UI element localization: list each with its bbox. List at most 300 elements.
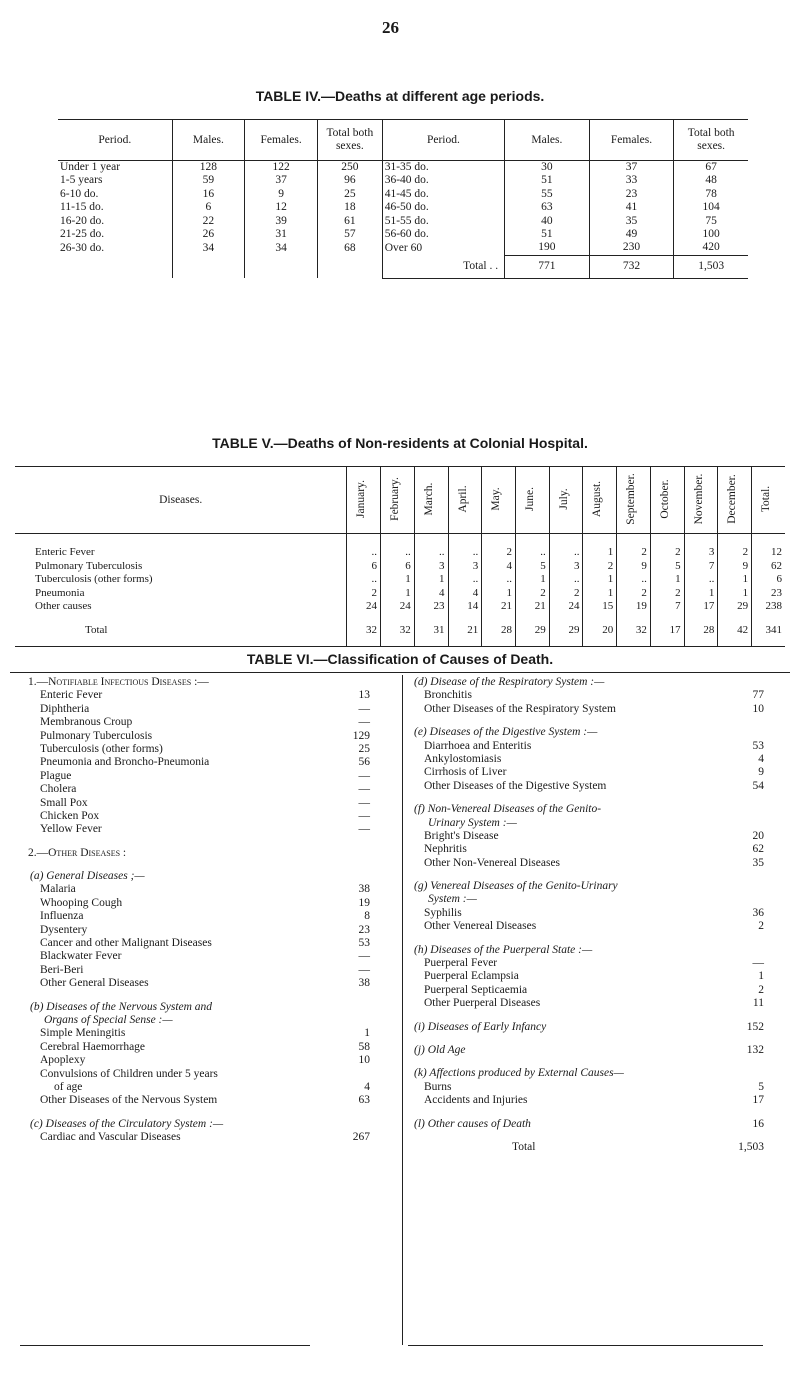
table5-cell: 1: [381, 587, 415, 601]
cause-label: Cerebral Haemorrhage: [40, 1040, 146, 1053]
table5-empty-cell: [15, 534, 347, 547]
table5-header: [549, 467, 583, 534]
table5-header: [617, 467, 651, 534]
table5-cell: 24: [381, 600, 415, 614]
table5-empty-cell: [515, 638, 549, 647]
table5-total-cell: 28: [482, 624, 516, 638]
table5-empty-cell: [414, 614, 448, 624]
cause-label: System :—: [428, 893, 477, 906]
table5-cell: ..: [515, 546, 549, 560]
table5-cell: 1: [583, 546, 617, 560]
list-item: [28, 823, 370, 836]
table-row: [58, 201, 748, 214]
page-number: 26: [382, 18, 399, 37]
table4-header: Females.: [245, 120, 318, 161]
cause-label: Pneumonia and Broncho-Pneumonia: [40, 756, 210, 769]
table5-cell: 2: [650, 546, 684, 560]
table4-body: [58, 161, 748, 279]
table4-cell: 250: [318, 161, 383, 175]
cause-count: 5: [758, 1080, 764, 1093]
cause-count: 25: [358, 742, 370, 755]
list-item: [28, 730, 370, 743]
table5-cell: ..: [684, 573, 718, 587]
cause-label: (j) Old Age: [414, 1043, 466, 1056]
list-item: [28, 810, 370, 823]
table4-header: Period.: [382, 120, 504, 161]
table4-empty-cell: [58, 255, 172, 278]
table5-empty-cell: [482, 638, 516, 647]
table5-cell: 9: [718, 560, 752, 574]
table4-cell: 31: [245, 228, 318, 241]
table5-cell: ..: [549, 573, 583, 587]
table4-empty-cell: [172, 255, 245, 278]
list-item: [28, 1027, 370, 1040]
table5-cell: 6: [381, 560, 415, 574]
table5-cell: 29: [718, 600, 752, 614]
cause-count: 129: [352, 729, 370, 742]
cause-count: 152: [746, 1020, 764, 1033]
cause-count: 16: [752, 1117, 764, 1130]
table4-cell: 39: [245, 215, 318, 228]
list-item: [28, 937, 370, 950]
table6-divider: [402, 675, 403, 1345]
table5-header-row: [15, 467, 785, 534]
table5-empty-cell: [684, 638, 718, 647]
cause-label: Chicken Pox: [40, 809, 100, 822]
table5-empty-cell: [650, 534, 684, 547]
cause-label: Ankylostomiasis: [424, 752, 502, 765]
table4-cell: 16-20 do.: [60, 214, 105, 227]
table5-cell: 1: [515, 573, 549, 587]
cause-label: of age: [54, 1080, 83, 1093]
cause-count: 9: [758, 766, 764, 779]
table5-empty-cell: [650, 638, 684, 647]
cause-label: Burns: [424, 1080, 452, 1093]
table5-cell: 17: [684, 600, 718, 614]
list-item: [412, 830, 764, 843]
table5-empty-cell: [617, 638, 651, 647]
cause-count: 4: [758, 752, 764, 765]
table5-month-label: June.: [523, 487, 536, 511]
table4-cell: 30: [505, 161, 590, 175]
table5-empty-cell: [414, 534, 448, 547]
cause-label: Dysentery: [40, 923, 88, 936]
table4-cell: 37: [245, 174, 318, 187]
table5-month-label: Total.: [760, 485, 773, 513]
list-item: [28, 837, 370, 847]
list-item: [28, 897, 370, 910]
table5-month-label: July.: [557, 488, 570, 510]
list-item: [28, 1041, 370, 1054]
list-item: [28, 1081, 370, 1094]
table4-cell: 78: [674, 188, 748, 201]
table5-header: [752, 467, 785, 534]
cause-count: 53: [752, 739, 764, 752]
cause-count: —: [358, 950, 370, 963]
table4-total-cell: 1,503: [674, 255, 748, 278]
list-item: [412, 944, 764, 957]
table4-header: Period.: [58, 120, 172, 161]
table5-title: TABLE V.—Deaths of Non-residents at Colonial Hospital.: [212, 435, 588, 451]
cause-count: 20: [752, 829, 764, 842]
list-item: [412, 726, 764, 739]
cause-count: 10: [358, 1054, 370, 1067]
table5-total-cell: 29: [515, 624, 549, 638]
table5-cell: 4: [482, 560, 516, 574]
table4-cell: 25: [318, 188, 383, 201]
table5-cell: 3: [414, 560, 448, 574]
list-item: [412, 907, 764, 920]
table4-cell: 59: [172, 174, 245, 187]
table5-header: [684, 467, 718, 534]
list-item: [412, 689, 764, 702]
table4-cell: 67: [674, 161, 748, 175]
table6-title: TABLE VI.—Classification of Causes of Death.: [246, 651, 554, 667]
table5-empty-cell: [583, 614, 617, 624]
table4-cell: 21-25 do.: [60, 228, 105, 241]
table5-empty-cell: [347, 614, 381, 624]
table5-cell: ..: [381, 546, 415, 560]
table5-empty-cell: [482, 614, 516, 624]
table4-cell: 11-15 do.: [60, 201, 104, 214]
table4-cell: 230: [589, 241, 674, 255]
table4-cell: Over 60: [382, 241, 504, 255]
cause-label: Plague: [40, 769, 72, 782]
table5-empty-cell: [583, 638, 617, 647]
table5-header: [381, 467, 415, 534]
table5-cell: 1: [482, 587, 516, 601]
cause-count: 13: [358, 689, 370, 702]
cause-label: Small Pox: [40, 796, 88, 809]
table5-cell: 2: [549, 587, 583, 601]
cause-label: Diarrhoea and Enteritis: [424, 739, 532, 752]
table5-header: Diseases.: [15, 467, 347, 534]
table5-empty-cell: [381, 534, 415, 547]
cause-label: Puerperal Septicaemia: [424, 983, 528, 996]
table-row: [15, 587, 785, 601]
cause-label: Other Diseases of the Nervous System: [40, 1094, 218, 1107]
list-item: [412, 970, 764, 983]
table5-cell: 5: [515, 560, 549, 574]
cause-label: 2.—Other Diseases :: [28, 846, 127, 859]
table5-empty-cell: [15, 614, 347, 624]
table4-cell: 51: [505, 174, 590, 187]
table-row: [58, 241, 748, 255]
table5-cell: 21: [482, 600, 516, 614]
cause-label: (g) Venereal Diseases of the Genito-Urinary: [414, 880, 618, 893]
table5-cell: 7: [650, 600, 684, 614]
cause-count: 2: [758, 920, 764, 933]
list-item: [412, 1081, 764, 1094]
table4-total-row: [58, 255, 748, 278]
table4-cell: 9: [245, 188, 318, 201]
table4-cell: 36-40 do.: [382, 174, 504, 187]
list-item: [412, 766, 764, 779]
table5-empty-cell: [752, 614, 785, 624]
table5-empty-cell: [381, 638, 415, 647]
cause-label: Tuberculosis (other forms): [40, 742, 163, 755]
table4-total-cell: 771: [505, 255, 590, 278]
table4: [58, 119, 748, 279]
list-item: [28, 977, 370, 990]
table4-cell: 63: [505, 201, 590, 214]
list-item: [412, 1011, 764, 1021]
table4-cell: 128: [172, 161, 245, 175]
cause-count: —: [358, 809, 370, 822]
cause-count: 77: [752, 689, 764, 702]
list-item: [412, 740, 764, 753]
table5-month-label: February.: [389, 477, 402, 521]
table-row: [15, 560, 785, 574]
table5-empty-cell: [381, 614, 415, 624]
table5-cell: 2: [583, 560, 617, 574]
table5-cell: 2: [482, 546, 516, 560]
list-item: [412, 920, 764, 933]
list-item: [412, 997, 764, 1010]
list-item: [412, 1044, 764, 1057]
table5-month-label: November.: [692, 473, 705, 525]
cause-count: 17: [752, 1094, 764, 1107]
table5-month-label: December.: [726, 474, 739, 524]
table5-header: [650, 467, 684, 534]
cause-count: —: [358, 716, 370, 729]
table-row: [15, 573, 785, 587]
table5-cell: 2: [718, 546, 752, 560]
cause-label: Other Diseases of the Respiratory System: [424, 702, 616, 715]
cause-label: Cholera: [40, 783, 77, 796]
table5-cell: 6: [752, 573, 785, 587]
table5-empty-cell: [752, 534, 785, 547]
table5-cell: 1: [718, 587, 752, 601]
list-item: [28, 716, 370, 729]
list-item: [412, 1094, 764, 1107]
table4-cell: 34: [245, 241, 318, 255]
cause-count: —: [358, 783, 370, 796]
list-item: [412, 1118, 764, 1131]
cause-count: 23: [358, 923, 370, 936]
list-item: [28, 1054, 370, 1067]
cause-count: 62: [752, 843, 764, 856]
table4-cell: 49: [589, 228, 674, 241]
table4-header: Males.: [505, 120, 590, 161]
table4-cell: 56-60 do.: [382, 228, 504, 241]
cause-label: Apoplexy: [40, 1054, 86, 1067]
table5-cell: 1: [414, 573, 448, 587]
table6-bottom-rule-right: [408, 1345, 763, 1346]
table5-total-row: [15, 624, 785, 638]
cause-label: 1.—Notifiable Infectious Diseases :—: [28, 676, 209, 688]
list-item: [28, 756, 370, 769]
table5-cell: ..: [482, 573, 516, 587]
list-item: [412, 1021, 764, 1034]
table4-cell: 96: [318, 174, 383, 187]
cause-label: Enteric Fever: [40, 689, 103, 702]
table5-empty-cell: [650, 614, 684, 624]
table5-cell: 2: [347, 587, 381, 601]
table5-cell: 2: [617, 546, 651, 560]
table-row: [58, 215, 748, 228]
table4-total-cell: Total . .: [382, 255, 504, 278]
list-item: [412, 1057, 764, 1067]
cause-label: Malaria: [40, 883, 76, 896]
cause-label: (h) Diseases of the Puerperal State :—: [414, 943, 593, 956]
table5-header: [583, 467, 617, 534]
list-item: [412, 957, 764, 970]
table-row: [15, 600, 785, 614]
cause-label: (c) Diseases of the Circulatory System :—: [30, 1117, 224, 1130]
list-item: [28, 703, 370, 716]
list-item: [28, 1068, 370, 1081]
table-row: [58, 174, 748, 187]
table5-cell: 23: [752, 587, 785, 601]
table5-total-label: Total: [85, 623, 108, 636]
table5-header: [718, 467, 752, 534]
cause-count: 2: [758, 983, 764, 996]
list-item: [412, 893, 764, 906]
table4-cell: 46-50 do.: [382, 201, 504, 214]
table5-cell: 1: [583, 587, 617, 601]
table5-cell: 15: [583, 600, 617, 614]
table5-spacer: [15, 534, 785, 547]
table5-empty-cell: [549, 614, 583, 624]
list-item: [28, 1118, 370, 1131]
table5-cell: ..: [448, 573, 482, 587]
list-item: [28, 1108, 370, 1118]
table4-cell: 31-35 do.: [382, 161, 504, 175]
table5-header: [482, 467, 516, 534]
cause-label: (l) Other causes of Death: [414, 1117, 531, 1130]
table4-cell: 26: [172, 228, 245, 241]
table5-cell: 2: [617, 587, 651, 601]
table5-empty-cell: [549, 638, 583, 647]
table5-cell: 14: [448, 600, 482, 614]
cause-label: Cancer and other Malignant Diseases: [40, 937, 212, 950]
cause-label: Total: [512, 1140, 536, 1153]
table4-cell: 18: [318, 201, 383, 214]
table5-empty-cell: [347, 638, 381, 647]
table5-cell: 3: [684, 546, 718, 560]
table5-disease-name: Pulmonary Tuberculosis: [35, 559, 143, 572]
table5-cell: ..: [549, 546, 583, 560]
table5-cell: 9: [617, 560, 651, 574]
table5-total-cell: 32: [381, 624, 415, 638]
cause-label: Convulsions of Children under 5 years: [40, 1067, 218, 1080]
table4-header: Females.: [589, 120, 674, 161]
table5-empty-cell: [448, 534, 482, 547]
table5-cell: 1: [583, 573, 617, 587]
cause-label: Cirrhosis of Liver: [424, 766, 507, 779]
cause-label: (i) Diseases of Early Infancy: [414, 1020, 547, 1033]
table5-cell: 4: [414, 587, 448, 601]
cause-count: 58: [358, 1040, 370, 1053]
table4-cell: 420: [674, 241, 748, 255]
table4-cell: 35: [589, 215, 674, 228]
list-item: [412, 880, 764, 893]
list-item: [28, 676, 370, 689]
table4-cell: 37: [589, 161, 674, 175]
table4-cell: 40: [505, 215, 590, 228]
cause-label: Bronchitis: [424, 689, 472, 702]
list-item: [412, 934, 764, 944]
cause-label: Membranous Croup: [40, 716, 133, 729]
table5-cell: 5: [650, 560, 684, 574]
table5-empty-cell: [718, 638, 752, 647]
table4-cell: 122: [245, 161, 318, 175]
list-item: [412, 870, 764, 880]
table5-total-cell: 341: [752, 624, 785, 638]
cause-label: Puerperal Fever: [424, 957, 498, 970]
table5-disease-name: Other causes: [35, 600, 92, 613]
table4-cell: 100: [674, 228, 748, 241]
table5-empty-cell: [414, 638, 448, 647]
table5-empty-cell: [448, 614, 482, 624]
table5-cell: 1: [650, 573, 684, 587]
table4-header: Total both sexes.: [318, 120, 383, 161]
cause-label: Bright's Disease: [424, 829, 499, 842]
table4-cell: 6: [172, 201, 245, 214]
list-item: [28, 1131, 370, 1144]
cause-label: Accidents and Injuries: [424, 1094, 528, 1107]
table5-total-cell: 21: [448, 624, 482, 638]
cause-label: Pulmonary Tuberculosis: [40, 729, 153, 742]
table-row: [15, 546, 785, 560]
table5-month-label: April.: [456, 485, 469, 513]
list-item: [412, 803, 764, 816]
cause-label: Puerperal Eclampsia: [424, 970, 519, 983]
table5-month-label: October.: [658, 479, 671, 519]
table4-total-cell: 732: [589, 255, 674, 278]
cause-count: 1: [758, 970, 764, 983]
table5-cell: 62: [752, 560, 785, 574]
list-item: [28, 847, 370, 860]
table5-cell: 24: [347, 600, 381, 614]
cause-label: Diphtheria: [40, 702, 90, 715]
table4-cell: 6-10 do.: [60, 187, 99, 200]
table4-cell: 48: [674, 174, 748, 187]
table5-cell: ..: [617, 573, 651, 587]
table5-empty-cell: [617, 614, 651, 624]
table5-month-label: September.: [625, 473, 638, 525]
table5-month-label: August.: [591, 480, 604, 518]
cause-count: 54: [752, 779, 764, 792]
list-item: [28, 870, 370, 883]
cause-label: Whooping Cough: [40, 896, 123, 909]
table6-right-column: [412, 676, 764, 1154]
table5-cell: ..: [414, 546, 448, 560]
cause-label: Organs of Special Sense :—: [44, 1013, 173, 1026]
table5: [15, 466, 785, 647]
list-item: [412, 716, 764, 726]
table5-total-cell: 29: [549, 624, 583, 638]
table5-month-label: January.: [355, 480, 368, 518]
table5-cell: 3: [448, 560, 482, 574]
cause-label: (f) Non-Venereal Diseases of the Genito-: [414, 803, 602, 816]
table5-cell: 23: [414, 600, 448, 614]
table5-total-cell: 31: [414, 624, 448, 638]
cause-count: 36: [752, 906, 764, 919]
list-item: [28, 964, 370, 977]
table5-cell: 238: [752, 600, 785, 614]
table5-empty-cell: [448, 638, 482, 647]
table4-cell: 104: [674, 201, 748, 214]
table5-header: [414, 467, 448, 534]
table5-empty-cell: [617, 534, 651, 547]
table4-cell: 55: [505, 188, 590, 201]
cause-count: 1,503: [738, 1140, 764, 1153]
list-item: [412, 1108, 764, 1118]
table4-cell: 23: [589, 188, 674, 201]
list-item: [412, 1034, 764, 1044]
